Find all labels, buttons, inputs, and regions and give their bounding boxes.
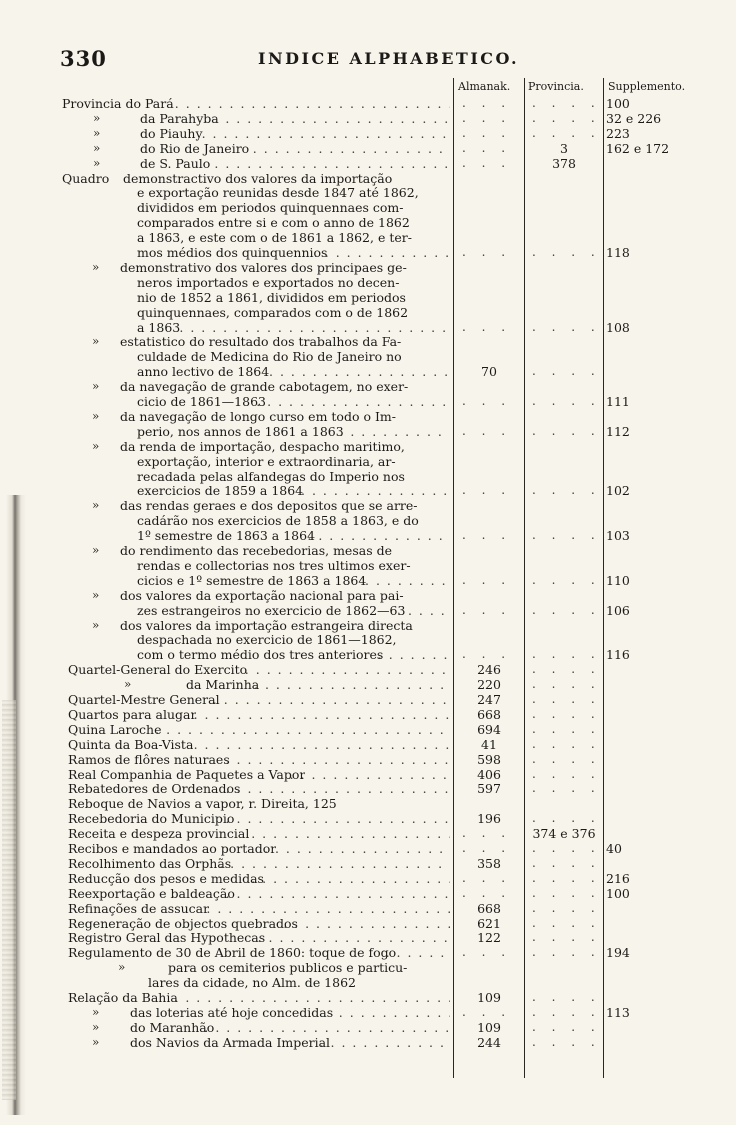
dots-filler: . . .	[462, 1004, 512, 1019]
value-almanak: 70	[481, 364, 497, 380]
entry-text: das rendas geraes e dos depositos que se arre-	[120, 498, 418, 514]
value-supplemento: 162 e 172	[606, 140, 670, 156]
value-supplemento: 113	[606, 1004, 630, 1020]
table-row	[0, 394, 736, 409]
table-row	[0, 916, 736, 931]
value-almanak: 668	[477, 900, 501, 916]
dots-filler: . . .	[462, 885, 512, 900]
dots-filler: . . . .	[532, 245, 601, 259]
leader-dots	[320, 1035, 450, 1050]
table-row	[0, 990, 736, 1005]
value-almanak: 694	[477, 721, 501, 737]
dots-filler: . . . .	[532, 945, 601, 960]
dots-filler: . . .	[462, 125, 512, 140]
dots-filler: . . . .	[532, 1019, 601, 1034]
value-supplemento: 118	[606, 245, 630, 260]
dots-filler: . . .	[462, 870, 512, 885]
entry-text: zes estrangeiros no exercicio de 1862—63	[137, 602, 406, 618]
table-row	[0, 945, 736, 960]
dots-filler: . . .	[462, 528, 512, 543]
leader-dots	[254, 677, 450, 692]
ditto-mark: »	[92, 438, 100, 453]
value-almanak: 244	[477, 1034, 501, 1050]
dots-filler: . . . .	[532, 1004, 601, 1019]
table-row	[0, 975, 736, 990]
ditto-mark: »	[92, 587, 100, 602]
column-header-provincia: Provincia.	[528, 80, 584, 93]
entry-text: neros importados e exportados no decen-	[137, 274, 400, 290]
table-row	[0, 573, 736, 588]
value-supplemento: 40	[606, 841, 622, 856]
dots-filler: . . . .	[532, 662, 601, 677]
entry-text: Refinações de assucar	[68, 900, 210, 916]
dots-filler: . . .	[462, 647, 512, 662]
entry-text: quinquennaes, comparados com o de 1862	[137, 304, 409, 320]
value-supplemento: 100	[606, 885, 630, 901]
table-row	[0, 528, 736, 543]
entry-text: a 1863	[137, 319, 181, 335]
table-row	[0, 543, 736, 558]
leader-dots	[226, 752, 450, 767]
entry-text: cicios e 1º semestre de 1863 a 1864	[137, 572, 367, 588]
entry-text: perio, nos annos de 1861 a 1863	[137, 423, 344, 439]
leader-dots	[204, 1020, 450, 1035]
table-row	[0, 811, 736, 826]
table-row	[0, 171, 736, 186]
entry-text: e exportação reunidas desde 1847 até 1862,	[137, 185, 419, 201]
table-row	[0, 618, 736, 633]
entry-text: demonstractivo dos valores da importação	[123, 170, 393, 186]
leader-dots	[155, 722, 450, 737]
value-supplemento: 111	[606, 394, 630, 409]
dots-filler: . . . .	[532, 855, 601, 870]
entry-text: a 1863, e este com o de 1861 a 1862, e ter-	[137, 230, 412, 246]
entry-text: da navegação de grande cabotagem, no exer-	[120, 379, 409, 395]
leader-dots	[365, 573, 450, 588]
dots-filler: . . . .	[532, 930, 601, 945]
table-row	[0, 185, 736, 200]
leader-dots	[219, 856, 450, 871]
entry-text: do Rio de Janeiro	[140, 140, 250, 156]
entry-text: Rebatedores de Ordenados	[68, 781, 241, 797]
ditto-mark: »	[92, 408, 100, 423]
ditto-mark: »	[92, 543, 100, 557]
table-row	[0, 707, 736, 722]
leader-dots	[213, 692, 450, 707]
leader-dots	[226, 781, 450, 796]
entry-text: das loterias até hoje concedidas	[130, 1004, 334, 1020]
table-row	[0, 1005, 736, 1020]
value-supplemento: 216	[606, 870, 630, 886]
value-supplemento: 100	[606, 96, 630, 111]
entry-text: anno lectivo de 1864	[137, 364, 270, 380]
value-supplemento: 106	[606, 602, 630, 618]
dots-filler: . . . .	[532, 528, 601, 543]
entry-text: dos valores da importação estrangeira directa	[120, 617, 413, 633]
leader-dots	[256, 394, 450, 409]
table-row	[0, 439, 736, 454]
dots-filler: . . .	[462, 319, 512, 334]
value-supplemento: 102	[606, 483, 630, 499]
entry-text: demonstrativo dos valores dos principaes ge-	[120, 259, 407, 275]
value-almanak: 109	[477, 1019, 501, 1035]
dots-filler: . . .	[462, 423, 512, 438]
table-row	[0, 230, 736, 245]
ditto-mark: »	[92, 1019, 100, 1034]
ditto-mark: »	[93, 125, 101, 140]
leader-dots	[397, 603, 450, 618]
table-row	[0, 647, 736, 662]
table-row	[0, 841, 736, 856]
dots-filler: . . . .	[532, 483, 601, 498]
entry-text: de S. Paulo	[140, 155, 211, 171]
column-header-almanak: Almanak.	[458, 80, 511, 93]
dots-filler: . . . .	[532, 885, 601, 900]
page-number: 330	[60, 46, 107, 71]
entry-text: Recebedoria do Municipio	[68, 811, 235, 827]
value-supplemento: 103	[606, 528, 630, 544]
table-row	[0, 260, 736, 275]
leader-dots	[283, 916, 450, 931]
leader-dots	[314, 245, 450, 260]
value-almanak: 122	[477, 930, 501, 946]
entry-text: do rendimento das recebedorias, mesas de	[120, 543, 392, 558]
table-row	[0, 513, 736, 528]
leader-dots	[386, 945, 450, 960]
leader-dots	[214, 156, 450, 171]
ditto-mark: »	[92, 1034, 100, 1049]
dots-filler: . . . .	[532, 125, 601, 140]
leader-dots	[226, 886, 450, 901]
entry-text: com o termo médio dos tres anteriores	[137, 647, 384, 663]
value-almanak: 621	[477, 915, 501, 931]
table-row	[0, 141, 736, 156]
table-row	[0, 796, 736, 811]
dots-filler: . . . .	[532, 364, 601, 379]
table-row	[0, 871, 736, 886]
entry-text: Recibos e mandados ao portador	[68, 841, 277, 856]
dots-filler: . . . .	[532, 736, 601, 751]
table-row	[0, 215, 736, 230]
table-row	[0, 603, 736, 618]
dots-filler: . . . .	[532, 602, 601, 617]
table-row	[0, 364, 736, 379]
entry-text: Reexportação e baldeação	[68, 885, 235, 901]
entry-text: Real Companhia de Paquetes a Vapor	[68, 766, 306, 782]
table-row	[0, 781, 736, 796]
ditto-mark: »	[92, 498, 100, 513]
value-supplemento: 223	[606, 125, 630, 141]
entry-text: Relação da Bahia	[68, 990, 178, 1005]
dots-filler: . . .	[462, 602, 512, 617]
table-row	[0, 930, 736, 945]
entry-text: exercicios de 1859 a 1864	[137, 483, 304, 499]
table-row	[0, 632, 736, 647]
table-row	[0, 960, 736, 975]
entry-text: da renda de importação, despacho maritimo,	[120, 438, 405, 454]
dots-filler: . . . .	[532, 110, 601, 125]
dots-filler: . . . .	[532, 677, 601, 692]
table-row	[0, 126, 736, 141]
entry-text: do Maranhão	[130, 1019, 215, 1035]
leader-dots	[258, 930, 450, 945]
table-row	[0, 722, 736, 737]
table-row	[0, 558, 736, 573]
dots-filler: . . . .	[532, 900, 601, 915]
leader-dots	[179, 320, 450, 335]
table-row	[0, 156, 736, 171]
table-row	[0, 767, 736, 782]
leader-dots	[269, 364, 450, 379]
entry-text: Receita e despeza provincial	[68, 826, 250, 842]
leader-dots	[378, 647, 450, 662]
table-row	[0, 1020, 736, 1035]
dots-filler: . . . .	[532, 841, 601, 855]
quadro-head: Quadro	[62, 170, 110, 186]
entry-text: Reducção dos pesos e medidas	[68, 870, 264, 886]
leader-dots	[253, 141, 450, 156]
dots-filler: . . . .	[532, 572, 601, 587]
ditto-mark: »	[93, 140, 101, 155]
table-row	[0, 692, 736, 707]
value-almanak: 41	[481, 736, 497, 752]
table-row	[0, 588, 736, 603]
table-row	[0, 498, 736, 513]
entry-text: despachada no exercicio de 1861—1862,	[137, 632, 397, 648]
value-almanak: 597	[477, 781, 501, 797]
value-provincia: 3	[560, 140, 568, 156]
entry-text: da Parahyba	[140, 110, 219, 126]
dots-filler: . . .	[462, 110, 512, 125]
entry-text: Regeneração de objectos quebrados	[68, 915, 298, 931]
dots-filler: . . . .	[532, 811, 601, 826]
value-almanak: 406	[477, 766, 501, 782]
dots-filler: . . . .	[532, 1034, 601, 1049]
table-row	[0, 424, 736, 439]
entry-text: divididos em periodos quinquennaes com-	[137, 200, 404, 216]
value-almanak: 220	[477, 677, 501, 693]
ditto-mark: »	[92, 617, 100, 632]
dots-filler: . . . .	[532, 870, 601, 885]
entry-text: cadárão nos exercicios de 1858 a 1863, e do	[137, 513, 419, 529]
table-row	[0, 409, 736, 424]
value-almanak: 109	[477, 990, 501, 1005]
table-row	[0, 320, 736, 335]
entry-text: Quartel-General do Exercito	[68, 662, 248, 678]
value-almanak: 246	[477, 662, 501, 678]
entry-text: Provincia do Pará	[62, 96, 174, 111]
leader-dots	[194, 737, 450, 752]
leader-dots	[251, 826, 450, 841]
ditto-mark: »	[92, 379, 100, 394]
leader-dots	[301, 483, 450, 498]
dots-filler: . . .	[462, 483, 512, 498]
entry-text: comparados entre si e com o anno de 1862	[137, 215, 410, 231]
dots-filler: . . . .	[532, 394, 601, 408]
value-supplemento: 32 e 226	[606, 110, 662, 126]
ditto-mark: »	[93, 110, 101, 125]
ditto-mark: »	[118, 960, 126, 975]
leader-dots	[194, 707, 450, 722]
leader-dots	[226, 811, 450, 826]
value-almanak: 247	[477, 692, 501, 707]
entry-text: Regulamento de 30 de Abril de 1860: toque de fogo	[68, 945, 397, 961]
entry-text: Ramos de flôres naturaes	[68, 751, 230, 767]
dots-filler: . . . .	[532, 706, 601, 721]
leader-dots	[339, 1005, 450, 1020]
dots-filler: . . . .	[532, 692, 601, 706]
dots-filler: . . .	[462, 140, 512, 155]
ditto-mark: »	[124, 677, 132, 692]
dots-filler: . . .	[462, 245, 512, 259]
entry-text: cicio de 1861—1863	[137, 394, 266, 409]
dots-filler: . . . .	[532, 319, 601, 334]
value-supplemento: 116	[606, 647, 630, 663]
leader-dots	[339, 424, 450, 439]
entry-text: do Piauhy	[140, 125, 203, 141]
entry-text: Registro Geral das Hypothecas	[68, 930, 266, 946]
entry-text: nio de 1852 a 1861, divididos em periodos	[137, 289, 406, 305]
entry-text: estatistico do resultado dos trabalhos da Fa-	[120, 334, 402, 350]
ditto-mark: »	[93, 155, 101, 170]
entry-text: recadada pelas alfandegas do Imperio nos	[137, 468, 405, 484]
ditto-mark: »	[92, 334, 100, 349]
table-row	[0, 275, 736, 290]
table-row	[0, 245, 736, 260]
value-almanak: 196	[477, 811, 501, 827]
table-row	[0, 856, 736, 871]
entry-text: para os cemiterios publicos e particu-	[168, 960, 408, 976]
table-row	[0, 96, 736, 111]
table-row	[0, 469, 736, 484]
ditto-mark: »	[92, 1004, 100, 1019]
leader-dots	[251, 871, 450, 886]
dots-filler: . . . .	[532, 990, 601, 1004]
dots-filler: . . .	[462, 155, 512, 170]
leader-dots	[175, 96, 450, 111]
table-row	[0, 886, 736, 901]
table-row	[0, 111, 736, 126]
entry-text: da Marinha	[186, 677, 260, 693]
table-row	[0, 305, 736, 320]
dots-filler: . . .	[462, 572, 512, 587]
dots-filler: . . . .	[532, 721, 601, 736]
table-row	[0, 1035, 736, 1050]
entry-text: Quartel-Mestre General	[68, 692, 220, 707]
dots-filler: . . . .	[532, 423, 601, 438]
entry-text: dos Navios da Armada Imperial	[130, 1034, 331, 1050]
leader-dots	[202, 126, 450, 141]
entry-text: Recolhimento das Orphãs	[68, 855, 232, 871]
table-row	[0, 200, 736, 215]
entry-text: da navegação de longo curso em todo o Im-	[120, 408, 396, 424]
leader-dots	[206, 901, 450, 916]
table-row	[0, 483, 736, 498]
table-row	[0, 379, 736, 394]
leader-dots	[245, 662, 450, 677]
table-row	[0, 662, 736, 677]
dots-filler: . . . .	[532, 781, 601, 796]
entry-text: lares da cidade, no Alm. de 1862	[148, 975, 356, 991]
dots-filler: . . . .	[532, 766, 601, 781]
entry-text: Quinta da Boa-Vista	[68, 736, 194, 752]
entry-text: Quartos para alugar	[68, 706, 197, 722]
value-provincia: 374 e 376	[532, 826, 596, 842]
dots-filler: . . .	[462, 826, 512, 841]
table-row	[0, 737, 736, 752]
table-row	[0, 290, 736, 305]
column-header-supplemento: Supplemento.	[608, 80, 686, 93]
leader-dots	[174, 990, 450, 1005]
ditto-mark: »	[92, 259, 100, 274]
dots-filler: . . . .	[532, 915, 601, 930]
entry-text: Quina Laroche	[68, 721, 162, 737]
table-row	[0, 752, 736, 767]
value-almanak: 668	[477, 706, 501, 722]
dots-filler: . . .	[462, 945, 512, 960]
leader-dots	[290, 767, 450, 782]
table-row	[0, 901, 736, 916]
dots-filler: . . . .	[532, 751, 601, 766]
page-title: INDICE ALPHABETICO.	[258, 49, 520, 68]
value-provincia: 378	[552, 155, 576, 171]
table-row	[0, 349, 736, 364]
entry-text: exportação, interior e extraordinaria, ar-	[137, 453, 396, 469]
value-almanak: 598	[477, 751, 501, 767]
table-row	[0, 826, 736, 841]
table-row	[0, 454, 736, 469]
dots-filler: . . . .	[532, 647, 601, 662]
dots-filler: . . . .	[532, 96, 601, 110]
table-row	[0, 334, 736, 349]
leader-dots	[214, 111, 450, 126]
value-supplemento: 110	[606, 572, 630, 588]
dots-filler: . . .	[462, 841, 512, 855]
leader-dots	[264, 841, 450, 856]
value-supplemento: 194	[606, 945, 630, 961]
value-supplemento: 112	[606, 423, 630, 439]
value-supplemento: 108	[606, 319, 630, 335]
entry-text: rendas e collectorias nos tres ultimos exer-	[137, 557, 411, 573]
entry-text: dos valores da exportação nacional para pai-	[120, 587, 404, 603]
value-almanak: 358	[477, 855, 501, 871]
entry-text: Reboque de Navios a vapor, r. Direita, 125	[68, 796, 337, 812]
dots-filler: . . .	[462, 394, 512, 408]
entry-text: culdade de Medicina do Rio de Janeiro no	[137, 349, 402, 365]
leader-dots	[307, 528, 450, 543]
entry-text: mos médios dos quinquennios	[137, 245, 328, 260]
dots-filler: . . .	[462, 96, 512, 110]
table-row	[0, 677, 736, 692]
entry-text: 1º semestre de 1863 a 1864	[137, 528, 316, 544]
